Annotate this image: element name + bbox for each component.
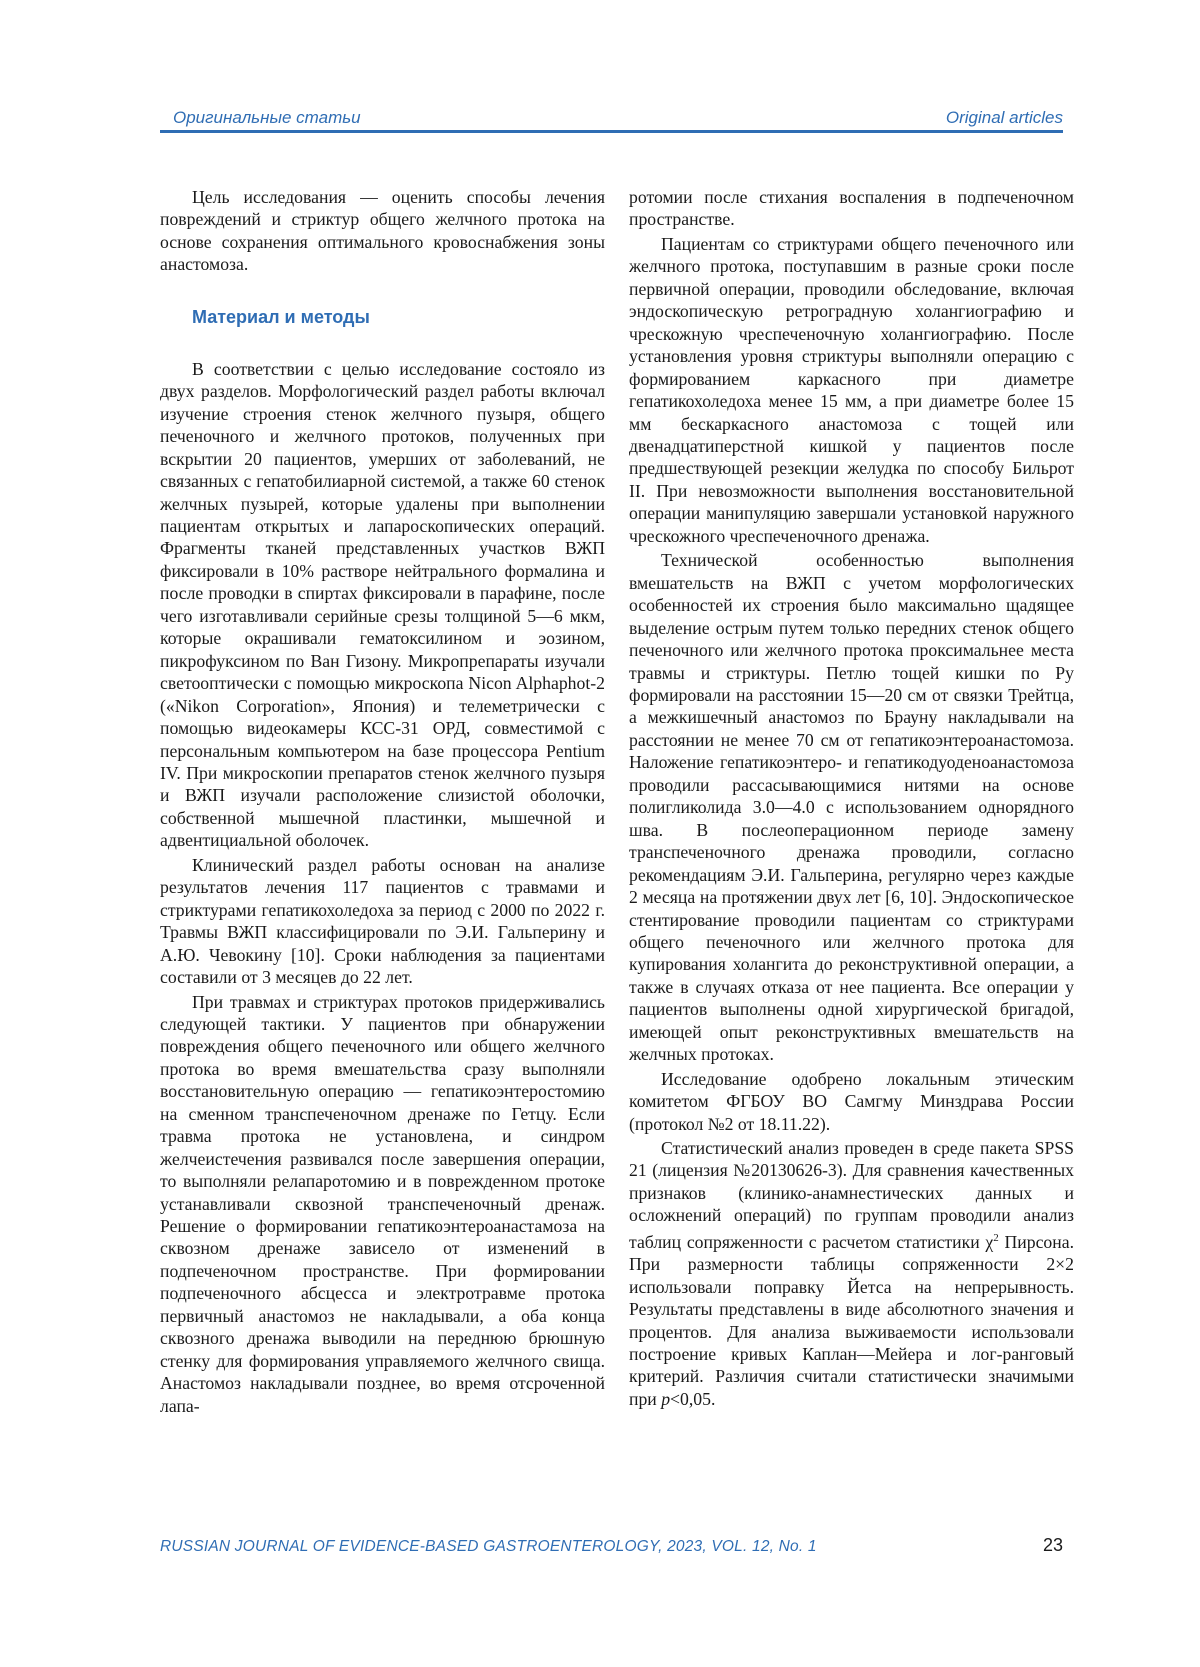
right-column bbox=[629, 186, 1074, 1410]
morphology-paragraph: В соответствии с целью исследование состояло из двух разделов. Морфологический раздел работы включал изучение строения стенок желчного пузыря, общего печеночного и желчного протоков, полученных при вскрытии 20 пациентов, умерших от заболеваний, не связанных с гепатобилиарной системой, а также 60 стенок желчных пузырей, которые удалены при выполнении пациентам открытых и лапароскопических операций. Фрагменты тканей представленных участков ВЖП фиксировали в 10% растворе нейтрального формалина и после проводки в спиртах фиксировали в парафине, после чего изготавливали серийные срезы толщиной 5—6 мкм, которые окрашивали гематоксилином и эозином, пикрофуксином по Ван Гизону. Микропрепараты изучали светооптически с помощью микроскопа Nicon Alphaphot-2 («Nikon Corporation», Япония) и телеметрически с помощью видеокамеры КСС-31 ОРД, совместимой с персональным компьютером на базе процессора Pentium IV. При микроскопии препаратов стенок желчного пузыря и ВЖП изучали расположение слизистой оболочки, собственной мышечной пластинки, мышечной и адвентициальной оболочек. bbox=[160, 358, 605, 851]
aim-paragraph: Цель исследования — оценить способы лечения повреждений и стриктур общего желчного протока на основе сохранения оптимального кровоснабжения зоны анастомоза. bbox=[160, 187, 605, 275]
stricture-paragraph: Пациентам со стриктурами общего печеночного или желчного протока, поступавшим в разные сроки после первичной операции, проводили обследование, включая эндоскопическую ретроградную холангиографию и чрескожную чреспеченочную холангиографию. После установления уровня стриктуры выполняли операцию с формированием каркасного при диаметре гепатикохоледоха менее 15 мм, а при диаметре более 15 мм бескаркасного анастомоза с тощей или двенадцатиперстной кишкой у пациентов после предшествующей резекции желудка по способу Бильрот II. При невозможности выполнения восстановительной операции манипуляцию завершали установкой наружного чрескожного чреспеченочного дренажа. bbox=[629, 233, 1074, 546]
chi-square-superscript: 2 bbox=[993, 1231, 999, 1244]
clinical-paragraph: Клинический раздел работы основан на анализе результатов лечения 117 пациентов с травмами и стриктурами гепатикохоледоха за период с 2000 по 2022 г. Травмы ВЖП классифицировали по Э.И. Гальперину и А.Ю. Чевокину [10]. Сроки наблюдения за пациентами составили от 3 месяцев до 22 лет. bbox=[160, 854, 605, 988]
statistics-text-a: Статистический анализ проведен в среде пакета SPSS 21 (лицензия №20130626-3). Для сравнения качественных признаков (клинико-анамнестических данных и осложнений операций) по группам проводили анализ таблиц сопряженности с расчетом статистики χ bbox=[629, 1138, 1074, 1252]
section-heading-methods: Материал и методы bbox=[192, 306, 370, 327]
header-section-en: Original articles bbox=[945, 108, 1063, 127]
left-column bbox=[160, 186, 605, 1417]
header-section-ru: Оригинальные статьи bbox=[173, 108, 361, 127]
running-header bbox=[173, 102, 1063, 128]
page-number: 23 bbox=[1042, 1535, 1063, 1555]
tactics-paragraph: При травмах и стриктурах протоков придерживались следующей тактики. У пациентов при обнаружении повреждения общего печеночного или общего желчного протока во время вмешательства сразу выполняли восстановительную операцию — гепатикоэнтеростомию на сменном транспеченочном дренаже по Гетцу. Если травма протока не установлена, и синдром желчеистечения развивался после завершения операции, то выполняли релапаротомию и в поврежденном протоке устанавливали сквозной транспеченочный дренаж. Решение о формировании гепатикоэнтероанастамоза на сквозном дренаже зависело от изменений в подпеченочном пространстве. При формировании подпеченочного абсцесса и электротравме протока первичный анастомоз не накладывали, а оба конца сквозного дренажа выводили на переднюю брюшную стенку для формирования управляемого желчного свища. Анастомоз накладывали позднее, во время отсроченной лапа- bbox=[160, 991, 605, 1416]
p-value-variable: p bbox=[661, 1388, 671, 1409]
statistics-paragraph bbox=[629, 1137, 1074, 1410]
ethics-paragraph: Исследование одобрено локальным этическим комитетом ФГБОУ ВО Самгму Минздрава России (протокол №2 от 18.11.22). bbox=[629, 1068, 1074, 1134]
statistics-text-b: Пирсона. При размерности таблицы сопряженности 2×2 использовали поправку Йетса на непрерывность. Результаты представлены в виде абсолютного значения и процентов. Для анализа выживаемости использовали построение кривых Каплан—Мейера и лог-ранговый критерий. Различия считали статистически значимыми при bbox=[629, 1231, 1074, 1409]
continued-paragraph: ротомии после стихания воспаления в подпеченочном пространстве. bbox=[629, 187, 1074, 230]
footer-journal-title: RUSSIAN JOURNAL OF EVIDENCE-BASED GASTROENTEROLOGY, 2023, VOL. 12, No. 1 bbox=[160, 1538, 817, 1555]
header-rule bbox=[160, 130, 1063, 133]
statistics-text-c: <0,05. bbox=[670, 1388, 716, 1409]
technique-paragraph: Технической особенностью выполнения вмешательств на ВЖП с учетом морфологических особенностей их строения было максимально щадящее выделение острым путем только передних стенок общего печеночного или желчного протока проксимальнее места травмы и стриктуры. Петлю тощей кишки по Ру формировали на расстоянии 15—20 см от связки Трейтца, а межкишечный анастомоз по Брауну накладывали на расстоянии не менее 70 см от гепатикоэнтероанастомоза. Наложение гепатикоэнтеро- и гепатикодуоденоанастомоза проводили рассасывающимися нитями на основе полигликолида 3.0—4.0 с использованием однорядного шва. В послеоперационном периоде замену транспеченочного дренажа проводили, согласно рекомендациям Э.И. Гальперина, регулярно через каждые 2 месяца на протяжении двух лет [6, 10]. Эндоскопическое стентирование проводили пациентам со стриктурами общего печеночного или желчного протока для купирования холангита до реконструктивной операции, а также в случаях отказа от нее пациента. Все операции у пациентов выполнены одной хирургической бригадой, имеющей опыт реконструктивных вмешательств на желчных протоках. bbox=[629, 550, 1074, 1065]
